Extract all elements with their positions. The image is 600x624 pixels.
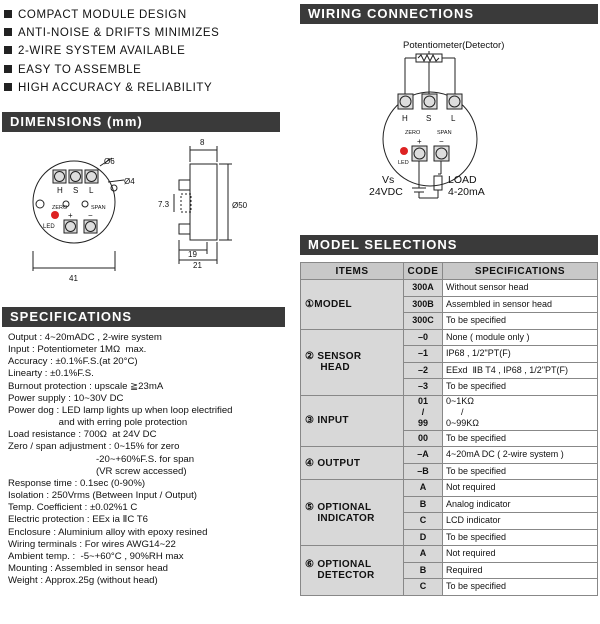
minus-label: − [88,211,93,220]
spec-cell: Not required [443,480,598,497]
zero-label: ZERO [52,205,68,211]
dim-width-19: 19 [188,250,197,259]
feature-item [4,81,212,95]
spec-cell: Required [443,562,598,579]
code-cell: –0 [404,329,443,346]
specifications-list [8,332,233,587]
spec-line: Burnout protection : upscale ≧23mA [8,380,164,392]
spec-cell: IP68 , 1/2"PT(F) [443,346,598,363]
mount-hole-left [36,200,44,208]
spec-cell: EExd ⅡB T4 , IP68 , 1/2"PT(F) [443,362,598,379]
spec-cell: To be specified [443,529,598,546]
zero-label: ZERO [405,130,421,136]
spec-line: Mounting : Assembled in sensor head [8,562,168,574]
code-cell: D [404,529,443,546]
terminal-label-h: H [402,114,408,123]
code-cell: C [404,513,443,530]
code-cell: –B [404,463,443,480]
vdc-label: 24VDC [369,186,403,198]
spec-line: Output : 4~20mADC , 2-wire system [8,332,162,343]
spec-line: Ambient temp. : -5~+60°C , 90%RH max [8,550,184,562]
terminal-label-h: H [57,186,63,195]
detector-label: Potentiometer(Detector) [403,40,505,51]
terminal-label-l: L [451,114,456,123]
item-cell: ③ INPUT [301,395,404,447]
spec-line: Power supply : 10~30V DC [8,392,124,404]
code-cell: B [404,496,443,513]
minus-label: − [439,137,444,146]
spec-cell: None ( module only ) [443,329,598,346]
spec-line: Zero / span adjustment : 0~15% for zero [8,441,180,453]
feature-item [4,63,141,77]
feature-text: ANTI-NOISE & DRIFTS MINIMIZES [18,27,220,39]
code-cell: C [404,579,443,596]
feature-text: COMPACT MODULE DESIGN [18,9,187,21]
code-cell: 300C [404,313,443,330]
plus-label: + [68,211,73,220]
code-cell: 300A [404,280,443,297]
table-row [301,480,598,497]
load-label: LOAD [448,174,477,186]
spec-cell: LCD indicator [443,513,598,530]
item-cell: ④ OUTPUT [301,447,404,480]
terminal-label-s: S [426,114,432,123]
code-cell: 00 [404,430,443,447]
feature-text: 2-WIRE SYSTEM AVAILABLE [18,45,186,57]
led-indicator-icon [51,211,59,219]
dim-width-41: 41 [69,274,78,283]
dim-phi6: Ø6 [104,157,115,166]
terminal-label-s: S [73,186,79,195]
span-label: SPAN [437,130,452,136]
code-cell: –2 [404,362,443,379]
load-resistor-icon [434,176,442,190]
mount-hole-right [111,185,117,191]
spec-cell: To be specified [443,463,598,480]
spec-cell: To be specified [443,430,598,447]
spec-cell: To be specified [443,313,598,330]
spec-line: Isolation : 250Vrms (Between Input / Output) [8,490,197,502]
spec-line: Load resistance : 700Ω at 24V DC [8,429,157,441]
feature-item [4,44,185,58]
led-label: LED [43,224,55,230]
spec-cell: Analog indicator [443,496,598,513]
spec-line: Wiring terminals : For wires AWG14~22 [8,538,176,550]
spec-line: Power dog : LED lamp lights up when loop electrified [8,404,233,416]
item-cell: ①MODEL [301,280,404,330]
dim-width-8: 8 [200,138,205,147]
dimensions-heading: DIMENSIONS (mm) [2,112,280,132]
dim-phi50: Ø50 [232,201,248,210]
spec-cell: Without sensor head [443,280,598,297]
vs-label: Vs [382,174,395,186]
header-specifications: SPECIFICATIONS [443,263,598,280]
table-row [301,546,598,563]
bullet-square-icon [4,28,12,36]
spec-cell: Assembled in sensor head [443,296,598,313]
plus-label: + [417,137,422,146]
specifications-heading: SPECIFICATIONS [2,307,285,327]
table-row [301,280,598,297]
header-code: CODE [404,263,443,280]
wiring-heading: WIRING CONNECTIONS [300,4,598,24]
feature-text: HIGH ACCURACY & RELIABILITY [18,82,213,94]
terminal-label-l: L [89,186,94,195]
code-cell: A [404,480,443,497]
spec-cell: To be specified [443,579,598,596]
code-cell: –1 [404,346,443,363]
led-label: LED [398,160,409,166]
spec-cell: 0~1KΩ / 0~99KΩ [443,395,598,430]
current-label: 4-20mA [448,186,485,198]
spec-line: (VR screw accessed) [8,465,187,477]
dim-height-73: 7.3 [158,200,170,209]
feature-item [4,8,187,22]
code-cell: –A [404,447,443,464]
bullet-square-icon [4,83,12,91]
table-row [301,329,598,346]
code-cell: B [404,562,443,579]
dimensions-drawing [0,136,290,301]
spec-line: Input : Potentiometer 1MΩ max. [8,344,147,356]
item-cell: ⑤ OPTIONAL INDICATOR [301,480,404,546]
bullet-square-icon [4,10,12,18]
bullet-square-icon [4,46,12,54]
spec-cell: Not required [443,546,598,563]
model-selections-heading: MODEL SELECTIONS [300,235,598,255]
bullet-square-icon [4,65,12,73]
feature-text: EASY TO ASSEMBLE [18,64,142,76]
dim-width-21: 21 [193,261,202,270]
span-label: SPAN [91,205,106,211]
wiring-diagram [360,36,560,206]
spec-line: Linearty : ±0.1%F.S. [8,368,94,380]
code-cell: A [404,546,443,563]
feature-item [4,26,219,40]
spec-line: Response time : 0.1sec (0-90%) [8,477,146,489]
code-cell: 300B [404,296,443,313]
model-selections-table [300,262,598,596]
led-indicator-icon [400,147,408,155]
spec-line: Temp. Coefficient : ±0.02%1 C [8,502,138,514]
spec-line: Electric protection : EEx ia ⅡC T6 [8,514,148,526]
item-cell: ⑥ OPTIONAL DETECTOR [301,546,404,596]
spec-cell: To be specified [443,379,598,396]
dim-phi4: Ø4 [124,177,135,186]
code-cell: –3 [404,379,443,396]
item-cell: ② SENSOR HEAD [301,329,404,395]
code-cell: 01 / 99 [404,395,443,430]
spec-line: -20~+60%F.S. for span [8,453,195,465]
table-row [301,395,598,430]
spec-line: and with erring pole protection [8,417,188,429]
spec-line: Enclosure : Aluminium alloy with epoxy resined [8,526,208,538]
table-row [301,447,598,464]
header-items: ITEMS [301,263,404,280]
spec-cell: 4~20mA DC ( 2-wire system ) [443,447,598,464]
spec-line: Weight : Approx.25g (without head) [8,575,158,587]
spec-line: Accuracy : ±0.1%F.S.(at 20°C) [8,356,138,368]
